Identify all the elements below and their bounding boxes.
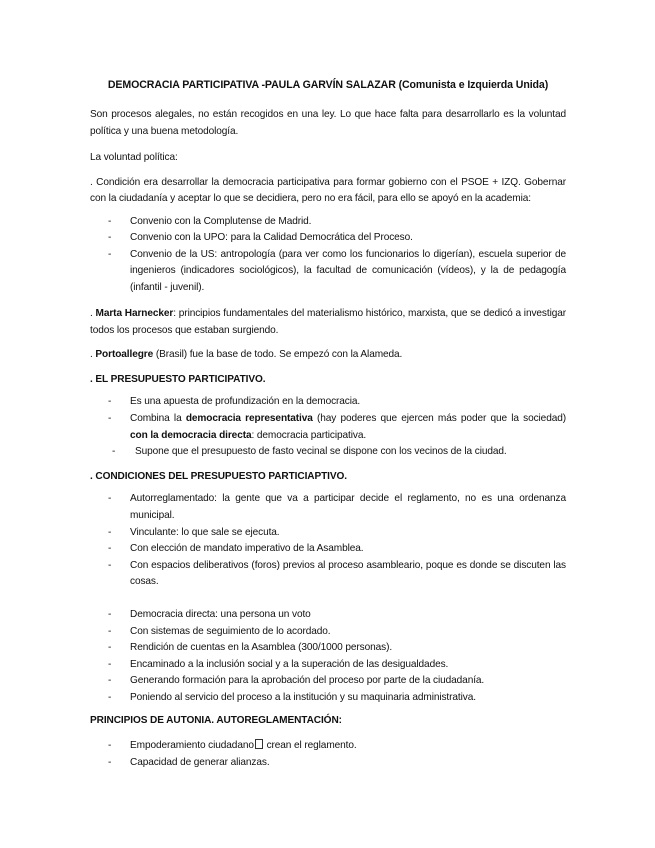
list-dash: - bbox=[108, 493, 112, 505]
marta-name: Marta Harnecker bbox=[95, 308, 174, 320]
list-item-text: Con elección de mandato imperativo de la Asamblea. bbox=[130, 543, 364, 555]
list-item bbox=[90, 690, 566, 707]
list-item-text: Poniendo al servicio del proceso a la institución y su maquinaria administrativa. bbox=[130, 691, 476, 703]
porto-text: (Brasil) fue la base de todo. Se empezó con la Alameda. bbox=[153, 349, 403, 361]
list-item bbox=[90, 525, 566, 542]
marta-text: : principios fundamentales del materialismo histórico, marxista, que se dedicó a investigar todos los procesos que estaban surgiendo. bbox=[90, 308, 566, 336]
list-dash: - bbox=[108, 658, 112, 670]
list-dash: - bbox=[108, 526, 112, 538]
list-dash: - bbox=[108, 739, 112, 751]
list-item bbox=[90, 558, 566, 591]
list-item bbox=[90, 607, 566, 624]
list-item-text: Rendición de cuentas en la Asamblea (300/1000 personas). bbox=[130, 642, 393, 654]
list-dash: - bbox=[108, 675, 112, 687]
principios-list bbox=[90, 738, 566, 771]
list-item-text: : democracia participativa. bbox=[251, 429, 367, 441]
list-item bbox=[90, 491, 566, 524]
list-item-text: Encaminado a la inclusión social y a la superación de las desigualdades. bbox=[130, 658, 449, 670]
list-item-text: Con sistemas de seguimiento de lo acordado. bbox=[130, 625, 331, 637]
marta-paragraph bbox=[90, 306, 566, 339]
list-item-text: Supone que el presupuesto de fasto vecinal se dispone con los vecinos de la ciudad. bbox=[135, 446, 507, 458]
bold-democracia-representativa: democracia representativa bbox=[185, 413, 313, 425]
porto-prefix: . bbox=[90, 349, 96, 361]
list-dash: - bbox=[108, 543, 112, 555]
list-item-text: Empoderamiento ciudadano bbox=[130, 739, 254, 751]
intro-paragraph: Son procesos alegales, no están recogidos en una ley. Lo que hace falta para desarrollarlo es la voluntad política y una buena metodología. bbox=[90, 109, 566, 137]
list-item bbox=[90, 738, 566, 755]
list-dash: - bbox=[108, 559, 112, 571]
convenios-list bbox=[90, 214, 566, 297]
list-dash: - bbox=[108, 756, 112, 768]
missing-glyph-box-icon bbox=[255, 739, 263, 749]
presupuesto-heading: . EL PRESUPUESTO PARTICIPATIVO. bbox=[90, 373, 266, 385]
marta-prefix: . bbox=[90, 308, 96, 320]
list-item bbox=[90, 411, 566, 444]
porto-name: Portoallegre bbox=[95, 349, 154, 361]
list-dash: - bbox=[108, 608, 112, 620]
list-dash: - bbox=[108, 232, 112, 244]
condiciones-heading: . CONDICIONES DEL PRESUPUESTO PARTICIAPTIVO. bbox=[90, 470, 347, 482]
list-item bbox=[90, 640, 566, 657]
list-item bbox=[90, 624, 566, 641]
list-item-text: Vinculante: lo que sale se ejecuta. bbox=[130, 526, 280, 538]
presupuesto-list bbox=[90, 394, 566, 460]
porto-paragraph bbox=[90, 347, 566, 364]
list-dash: - bbox=[108, 625, 112, 637]
list-item-text: Es una apuesta de profundización en la democracia. bbox=[130, 396, 361, 408]
list-item bbox=[90, 444, 566, 461]
list-dash: - bbox=[108, 413, 112, 425]
list-dash: - bbox=[108, 215, 112, 227]
list-item-text: Con espacios deliberativos (foros) previos al proceso asambleario, poque es donde se discuten las cosas. bbox=[130, 559, 566, 588]
document-title: DEMOCRACIA PARTICIPATIVA -PAULA GARVÍN SALAZAR (Comunista e Izquierda Unida) bbox=[107, 79, 549, 91]
list-item bbox=[90, 230, 566, 247]
list-item-text: Convenio con la UPO: para la Calidad Democrática del Proceso. bbox=[130, 232, 413, 244]
list-dash: - bbox=[108, 642, 112, 654]
principios-heading: PRINCIPIOS DE AUTONIA. AUTOREGLAMENTACIÓN: bbox=[90, 715, 342, 727]
list-item-text: Capacidad de generar alianzas. bbox=[130, 756, 270, 768]
list-dash: - bbox=[108, 396, 112, 408]
condiciones-list bbox=[90, 491, 566, 706]
list-item-text: Convenio de la US: antropología (para ver como los funcionarios lo digerían), escuela superior de ingenieros (indicadores sociológicos), la facultad de comunicación (vídeos), y la de pedagogía (infantil - juvenil). bbox=[130, 248, 566, 293]
list-item-text: (hay poderes que ejercen más poder que la sociedad) bbox=[312, 413, 566, 425]
condicion-paragraph: . Condición era desarrollar la democracia participativa para formar gobierno con el PSOE + IZQ. Gobernar con la ciudadanía y aceptar lo que se decidiera, pero no era fácil, para ello se apoyó en la academia: bbox=[90, 176, 566, 204]
list-item-text: Democracia directa: una persona un voto bbox=[130, 608, 311, 620]
list-item-text: Autorreglamentado: la gente que va a participar decide el reglamento, no es una ordenanza municipal. bbox=[130, 493, 566, 521]
list-item bbox=[90, 247, 566, 297]
voluntad-heading: La voluntad política: bbox=[90, 152, 178, 163]
list-dash: - bbox=[108, 691, 112, 703]
list-item bbox=[90, 673, 566, 690]
list-item bbox=[90, 214, 566, 231]
list-item-text: Combina la bbox=[130, 413, 186, 425]
list-item-text: Convenio con la Complutense de Madrid. bbox=[130, 215, 312, 227]
bold-democracia-directa: con la democracia directa bbox=[130, 429, 252, 441]
list-item-text: crean el reglamento. bbox=[263, 739, 357, 751]
list-item bbox=[90, 657, 566, 674]
list-dash: - bbox=[112, 446, 116, 458]
list-item bbox=[90, 541, 566, 558]
list-dash: - bbox=[108, 248, 112, 260]
list-item bbox=[90, 755, 566, 772]
list-item bbox=[90, 394, 566, 411]
list-spacer bbox=[90, 591, 566, 607]
list-item-text: Generando formación para la aprobación del proceso por parte de la ciudadanía. bbox=[130, 675, 485, 687]
